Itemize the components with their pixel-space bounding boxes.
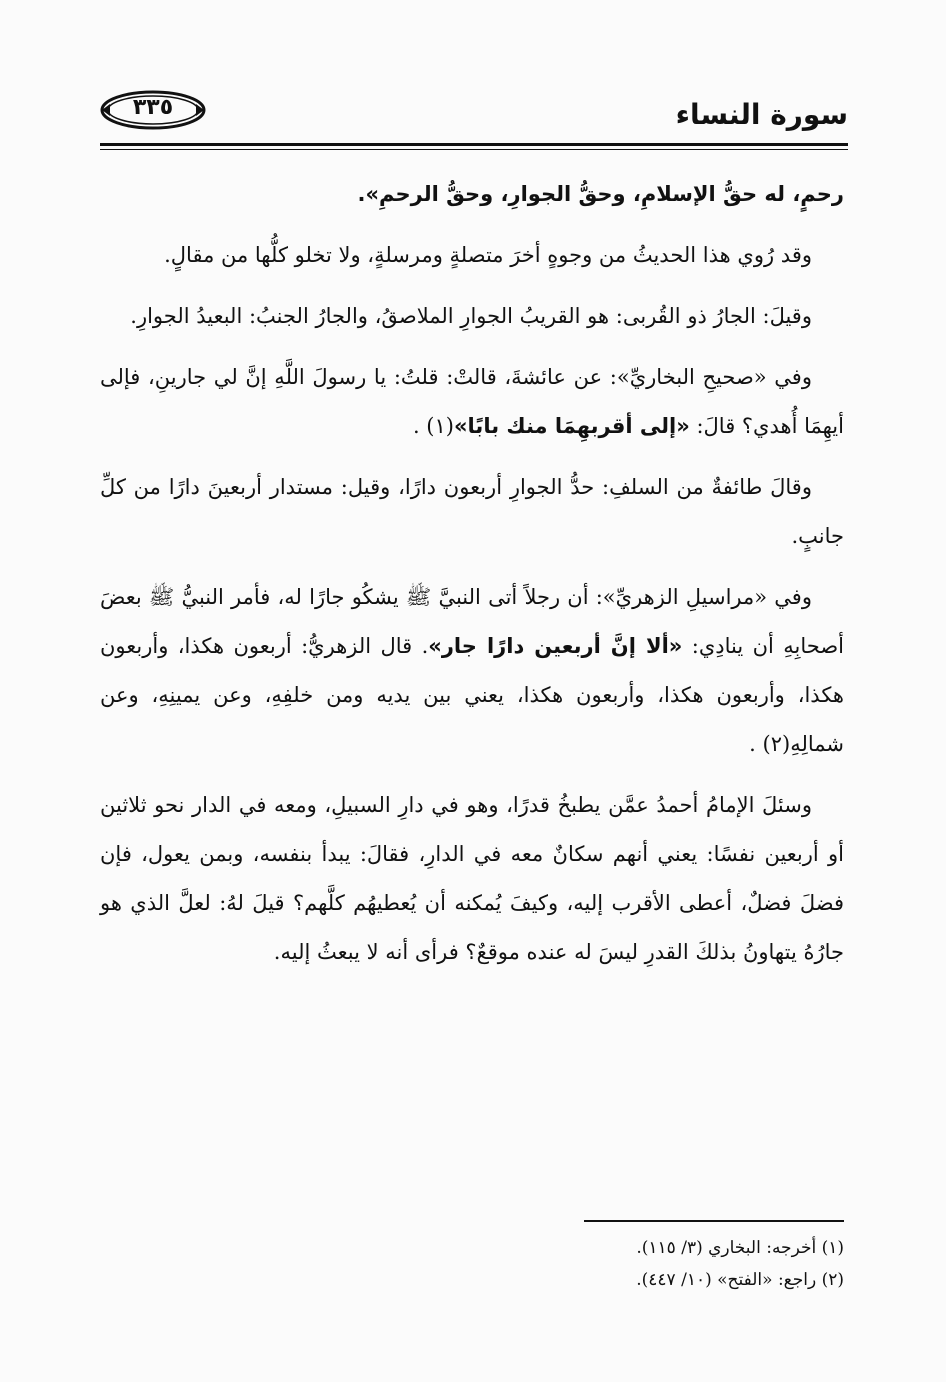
header-rule-thin [100, 149, 848, 150]
paragraph: وقد رُوي هذا الحديثُ من وجوهٍ أخرَ متصلةٍ ومرسلةٍ، ولا تخلو كلُّها من مقالٍ. [164, 243, 812, 267]
footnote: (١) أخرجه: البخاري (٣/ ١١٥). [636, 1238, 844, 1258]
footnote: (٢) راجع: «الفتح» (١٠/ ٤٤٧). [636, 1270, 844, 1290]
body-text [100, 170, 844, 989]
paragraph-text: . قال الزهريُّ: أربعون هكذا، وأربعون هكذا، وأربعون هكذا، وأربعون هكذا، يعني بين يديه ومن خلفِهِ، وعن يمينِهِ، وعن شمالِهِ(٢) . [100, 634, 844, 756]
footnote-rule [584, 1220, 844, 1222]
header-rule-thick [100, 143, 848, 146]
paragraph: وسئلَ الإمامُ أحمدُ عمَّن يطبخُ قدرًا، وهو في دارِ السبيلِ، ومعه في الدار نحو ثلاثين أو أربعين نفسًا: يعني أنهم سكانٌ معه في الدارِ، فقالَ: يبدأ بنفسه، وبمن يعول، فإن فضلَ فضلٌ، أعطى الأقرب إليه، وكيفَ يُمكنه أن يُعطيهُم كلَّهم؟ قيلَ لهُ: لعلَّ الذي هو جارُهُ يتهاونُ بذلكَ القدرِ ليسَ له عنده موقعٌ؟ فرأى أنه لا يبعثُ إليه. [100, 793, 844, 964]
page-header [100, 88, 848, 140]
paragraph: وقالَ طائفةٌ من السلفِ: حدُّ الجوارِ أربعون دارًا، وقيل: مستدار أربعينَ دارًا من كلِّ جانبٍ. [100, 475, 844, 548]
footnotes [440, 1232, 844, 1296]
hadith-quote: «ألا إنَّ أربعين دارًا جار» [428, 634, 683, 658]
surah-title: سورة النساء [675, 98, 848, 131]
paragraph: وقيلَ: الجارُ ذو القُربى: هو القريبُ الجوارِ الملاصقُ، والجارُ الجنبُ: البعيدُ الجوارِ. [130, 304, 812, 328]
paragraph [100, 353, 844, 451]
paragraph-text: وفي «صحيحِ البخاريِّ»: عن عائشةَ، قالتْ: قلتُ: يا رسولَ اللَّهِ إنَّ لي جارينِ، فإلى أيهِمَا أُهدي؟ قالَ: [100, 365, 844, 438]
page-number-badge [100, 90, 206, 130]
paragraph [100, 573, 844, 769]
paragraph: رحمٍ، له حقُّ الإسلامِ، وحقُّ الجوارِ، وحقُّ الرحمِ». [357, 182, 844, 206]
hadith-quote: «إلى أقربهِمَا منك بابًا» [453, 414, 690, 438]
footnote-ref: (١) . [412, 414, 454, 438]
page-number: ٣٣٥ [132, 95, 174, 120]
paragraph-text: وفي «مراسيلِ الزهريِّ»: أن رجلاً أتى النبيَّ ﷺ يشكُو جارًا له، فأمر النبيُّ ﷺ بعضَ أصحابِهِ أن ينادِي: [100, 585, 845, 658]
